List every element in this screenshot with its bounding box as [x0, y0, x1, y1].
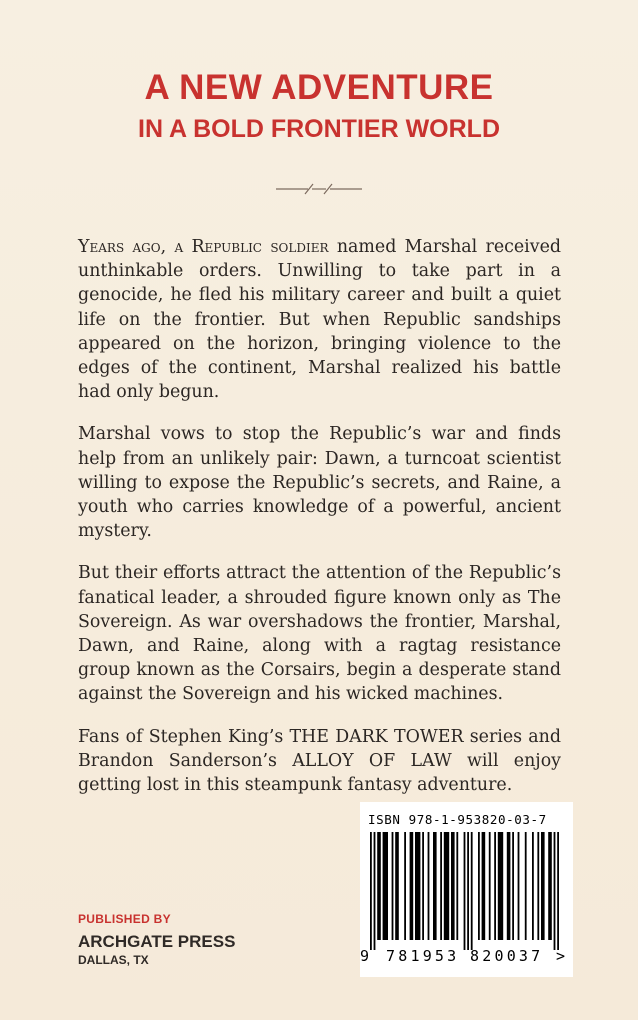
barcode-bar [471, 832, 473, 950]
barcode-bar [374, 832, 376, 950]
barcode-bar [541, 832, 545, 940]
barcode-left-digits: 781953 [386, 947, 460, 965]
barcode-bar [444, 832, 449, 940]
barcode-bar [404, 832, 406, 940]
publisher-name: ARCHGATE PRESS [78, 932, 236, 951]
barcode-bar [494, 832, 496, 940]
barcode-bar [428, 832, 430, 940]
barcode-icon [370, 832, 560, 950]
subheadline: IN A BOLD FRONTIER WORLD [138, 115, 500, 143]
headline: A NEW ADVENTURE [144, 68, 494, 107]
blurb-lead-in: Years ago, a Republic soldier [78, 237, 329, 257]
barcode-bar [422, 832, 424, 940]
barcode-bar [482, 832, 486, 940]
barcode-bar [512, 832, 514, 940]
isbn-text: ISBN 978-1-953820-03-7 [368, 812, 547, 827]
barcode-bar [554, 832, 556, 950]
barcode-bar [507, 832, 511, 940]
barcode-bar [557, 832, 559, 950]
barcode-bar [548, 832, 552, 940]
blurb-paragraph-1-text: named Marshal received unthinkable orders. Unwilling to take part in a genocide, he fled his military career and built a quiet life on the frontier. But when Republic sandships appeared on the horizon, bringing violence to the edges of the continent, Marshal realized his battle had only begun. [78, 237, 561, 403]
blurb-paragraph-1 [78, 235, 561, 404]
publisher-city: DALLAS, TX [78, 953, 149, 967]
published-by-label: PUBLISHED BY [78, 912, 171, 926]
barcode-box [360, 802, 573, 977]
barcode-bar [370, 832, 372, 950]
barcode-bar [518, 832, 520, 940]
barcode-bar [433, 832, 437, 940]
barcode-bar [537, 832, 539, 940]
barcode-bar [383, 832, 388, 940]
barcode-end-mark: > [556, 947, 566, 965]
barcode-bar [395, 832, 399, 940]
barcode-bar [456, 832, 458, 940]
barcode-bar [489, 832, 491, 940]
barcode-bar [415, 832, 420, 940]
barcode-bar [451, 832, 455, 940]
blurb [78, 235, 561, 815]
ornament-divider [0, 180, 638, 198]
barcode-bar [410, 832, 414, 940]
blurb-paragraph-3: But their efforts attract the attention of the Republic’s fanatical leader, a shrouded figure known only as The Sovereign. As war overshadows the frontier, Marshal, Dawn, and Raine, along with a ragtag resistance group known as the Corsairs, begin a desperate stand against the Sovereign and his wicked machines. [78, 563, 561, 705]
blurb-paragraph-4: Fans of Stephen King’s THE DARK TOWER series and Brandon Sanderson’s ALLOY OF LAW will enjoy getting lost in this steampunk fantasy adventure. [78, 726, 561, 796]
blurb-paragraph-2: Marshal vows to stop the Republic’s war and finds help from an unlikely pair: Dawn, a turncoat scientist willing to expose the Republic’s secrets, and Raine, a youth who carries knowledge of a powerful, ancient mystery. [78, 424, 561, 542]
barcode-bar [464, 832, 466, 950]
barcode-bar [377, 832, 381, 940]
barcode-bar [498, 832, 503, 940]
barcode-bar [478, 832, 480, 940]
barcode-bar [532, 832, 534, 940]
barcode-lead-digit: 9 [360, 947, 370, 965]
barcode-bar [525, 832, 527, 940]
barcode-bar [467, 832, 469, 950]
barcode-right-digits: 820037 [470, 947, 544, 965]
publisher-block [78, 912, 235, 967]
barcode-bar [392, 832, 394, 940]
barcode-bar [440, 832, 442, 940]
